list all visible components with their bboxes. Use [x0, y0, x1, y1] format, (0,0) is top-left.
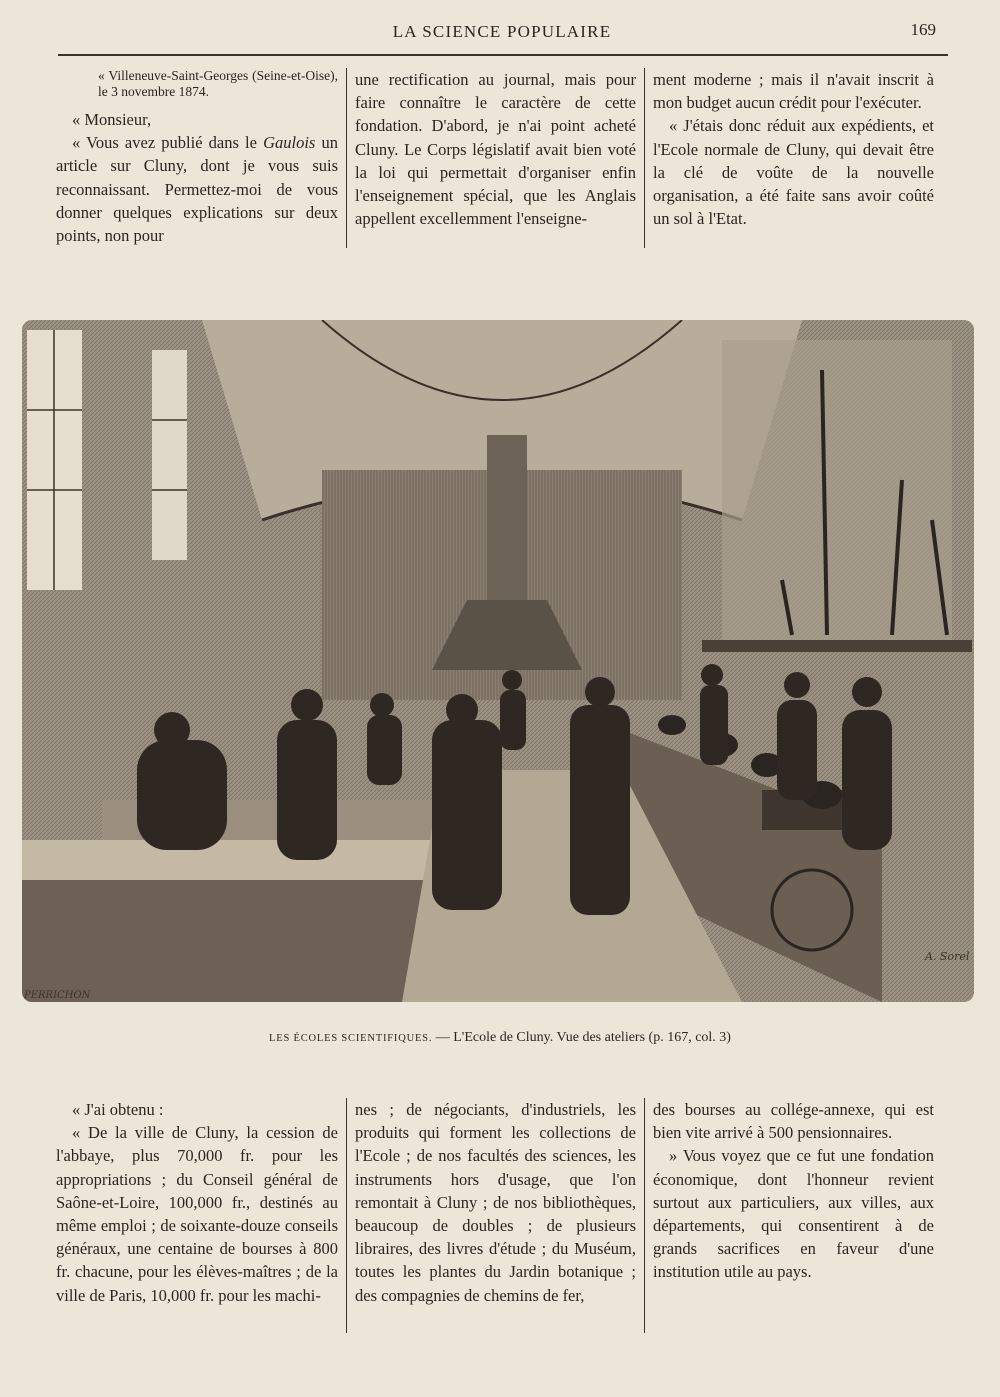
column-paragraph: ment moderne ; mais il n'avait inscrit à mon budget aucun crédit pour l'exécuter. [653, 70, 934, 113]
text-run: un article sur Cluny, dont je vous suis reconnaissant. Permettez-moi de vous donner quelques explications sur deux points, non pour [56, 133, 338, 246]
column-paragraph: » Vous voyez que ce fut une fondation économique, dont l'honneur revient surtout aux particuliers, aux villes, aux départements, qui consentirent à de grands sacrifices en faveur d'une institution utile au pays. [653, 1146, 934, 1282]
bottom-text-columns [48, 1098, 956, 1333]
italic-title: Gaulois [263, 133, 316, 153]
running-head: LA SCIENCE POPULAIRE [392, 22, 612, 41]
column-paragraph: nes ; de négociants, d'industriels, les produits qui forment les collections de l'Ecole ; de nos facultés des sciences, les instruments hors d'usage, que l'on remontait à Cluny ; de nos bibliothèques, beaucoup de doubles ; de plusieurs libraires, des livres d'étude ; du Muséum, toutes les plantes du Jardin botanique ; des compagnies de chemins de fer, [355, 1100, 636, 1305]
artist-signature: A. Sorel [925, 950, 970, 963]
bottom-column-3 [644, 1098, 942, 1333]
page-header [58, 22, 946, 52]
engraver-signature: PERRICHON [24, 990, 91, 1001]
letter-salutation: « Monsieur, [72, 110, 152, 129]
top-column-3 [644, 68, 942, 248]
top-text-columns [48, 68, 956, 248]
top-column-1 [48, 68, 346, 248]
letter-paragraph [56, 131, 338, 247]
bottom-column-1 [48, 1098, 346, 1333]
column-paragraph: une rectification au journal, mais pour faire connaître le caractère de cette fondation. D'abord, je n'ai point acheté Cluny. Le Corps législatif avait bien voté la loi qui permettait d'organiser enfin l'enseignement spécial, que les Anglais appellent excellemment l'enseigne- [355, 70, 636, 229]
bottom-column-2 [346, 1098, 644, 1333]
workshop-engraving [22, 320, 974, 1002]
letter-dateline: « Villeneuve-Saint-Georges (Seine-et-Oise), le 3 novembre 1874. [98, 68, 338, 99]
column-paragraph: « De la ville de Cluny, la cession de l'abbaye, plus 70,000 fr. pour les appropriations ; du Conseil général de Saône-et-Loire, 100,000 fr., destinés au même emploi ; de soixante-douze conseils généraux, une centaine de bourses à 800 fr. chacune, pour les élèves-maîtres ; de la ville de Paris, 10,000 fr. pour les machi- [56, 1123, 338, 1305]
text-run: « Vous avez publié dans le [72, 133, 264, 153]
engraving-drawing [22, 320, 974, 1002]
page-number: 169 [910, 20, 936, 39]
illustration-caption [0, 1030, 1000, 1046]
caption-text: — L'Ecole de Cluny. Vue des ateliers (p. 167, col. 3) [432, 1030, 731, 1045]
column-paragraph: « J'étais donc réduit aux expédients, et l'Ecole normale de Cluny, qui devait être la clé de voûte de la nouvelle organisation, a été faite sans avoir coûté un sol à l'Etat. [653, 116, 934, 229]
column-paragraph: « J'ai obtenu : [72, 1100, 164, 1119]
header-rule [58, 54, 948, 56]
column-paragraph: des bourses au collége-annexe, qui est bien vite arrivé à 500 pensionnaires. [653, 1100, 934, 1143]
top-column-2 [346, 68, 644, 248]
caption-label: LES ÉCOLES SCIENTIFIQUES. [269, 1033, 433, 1044]
